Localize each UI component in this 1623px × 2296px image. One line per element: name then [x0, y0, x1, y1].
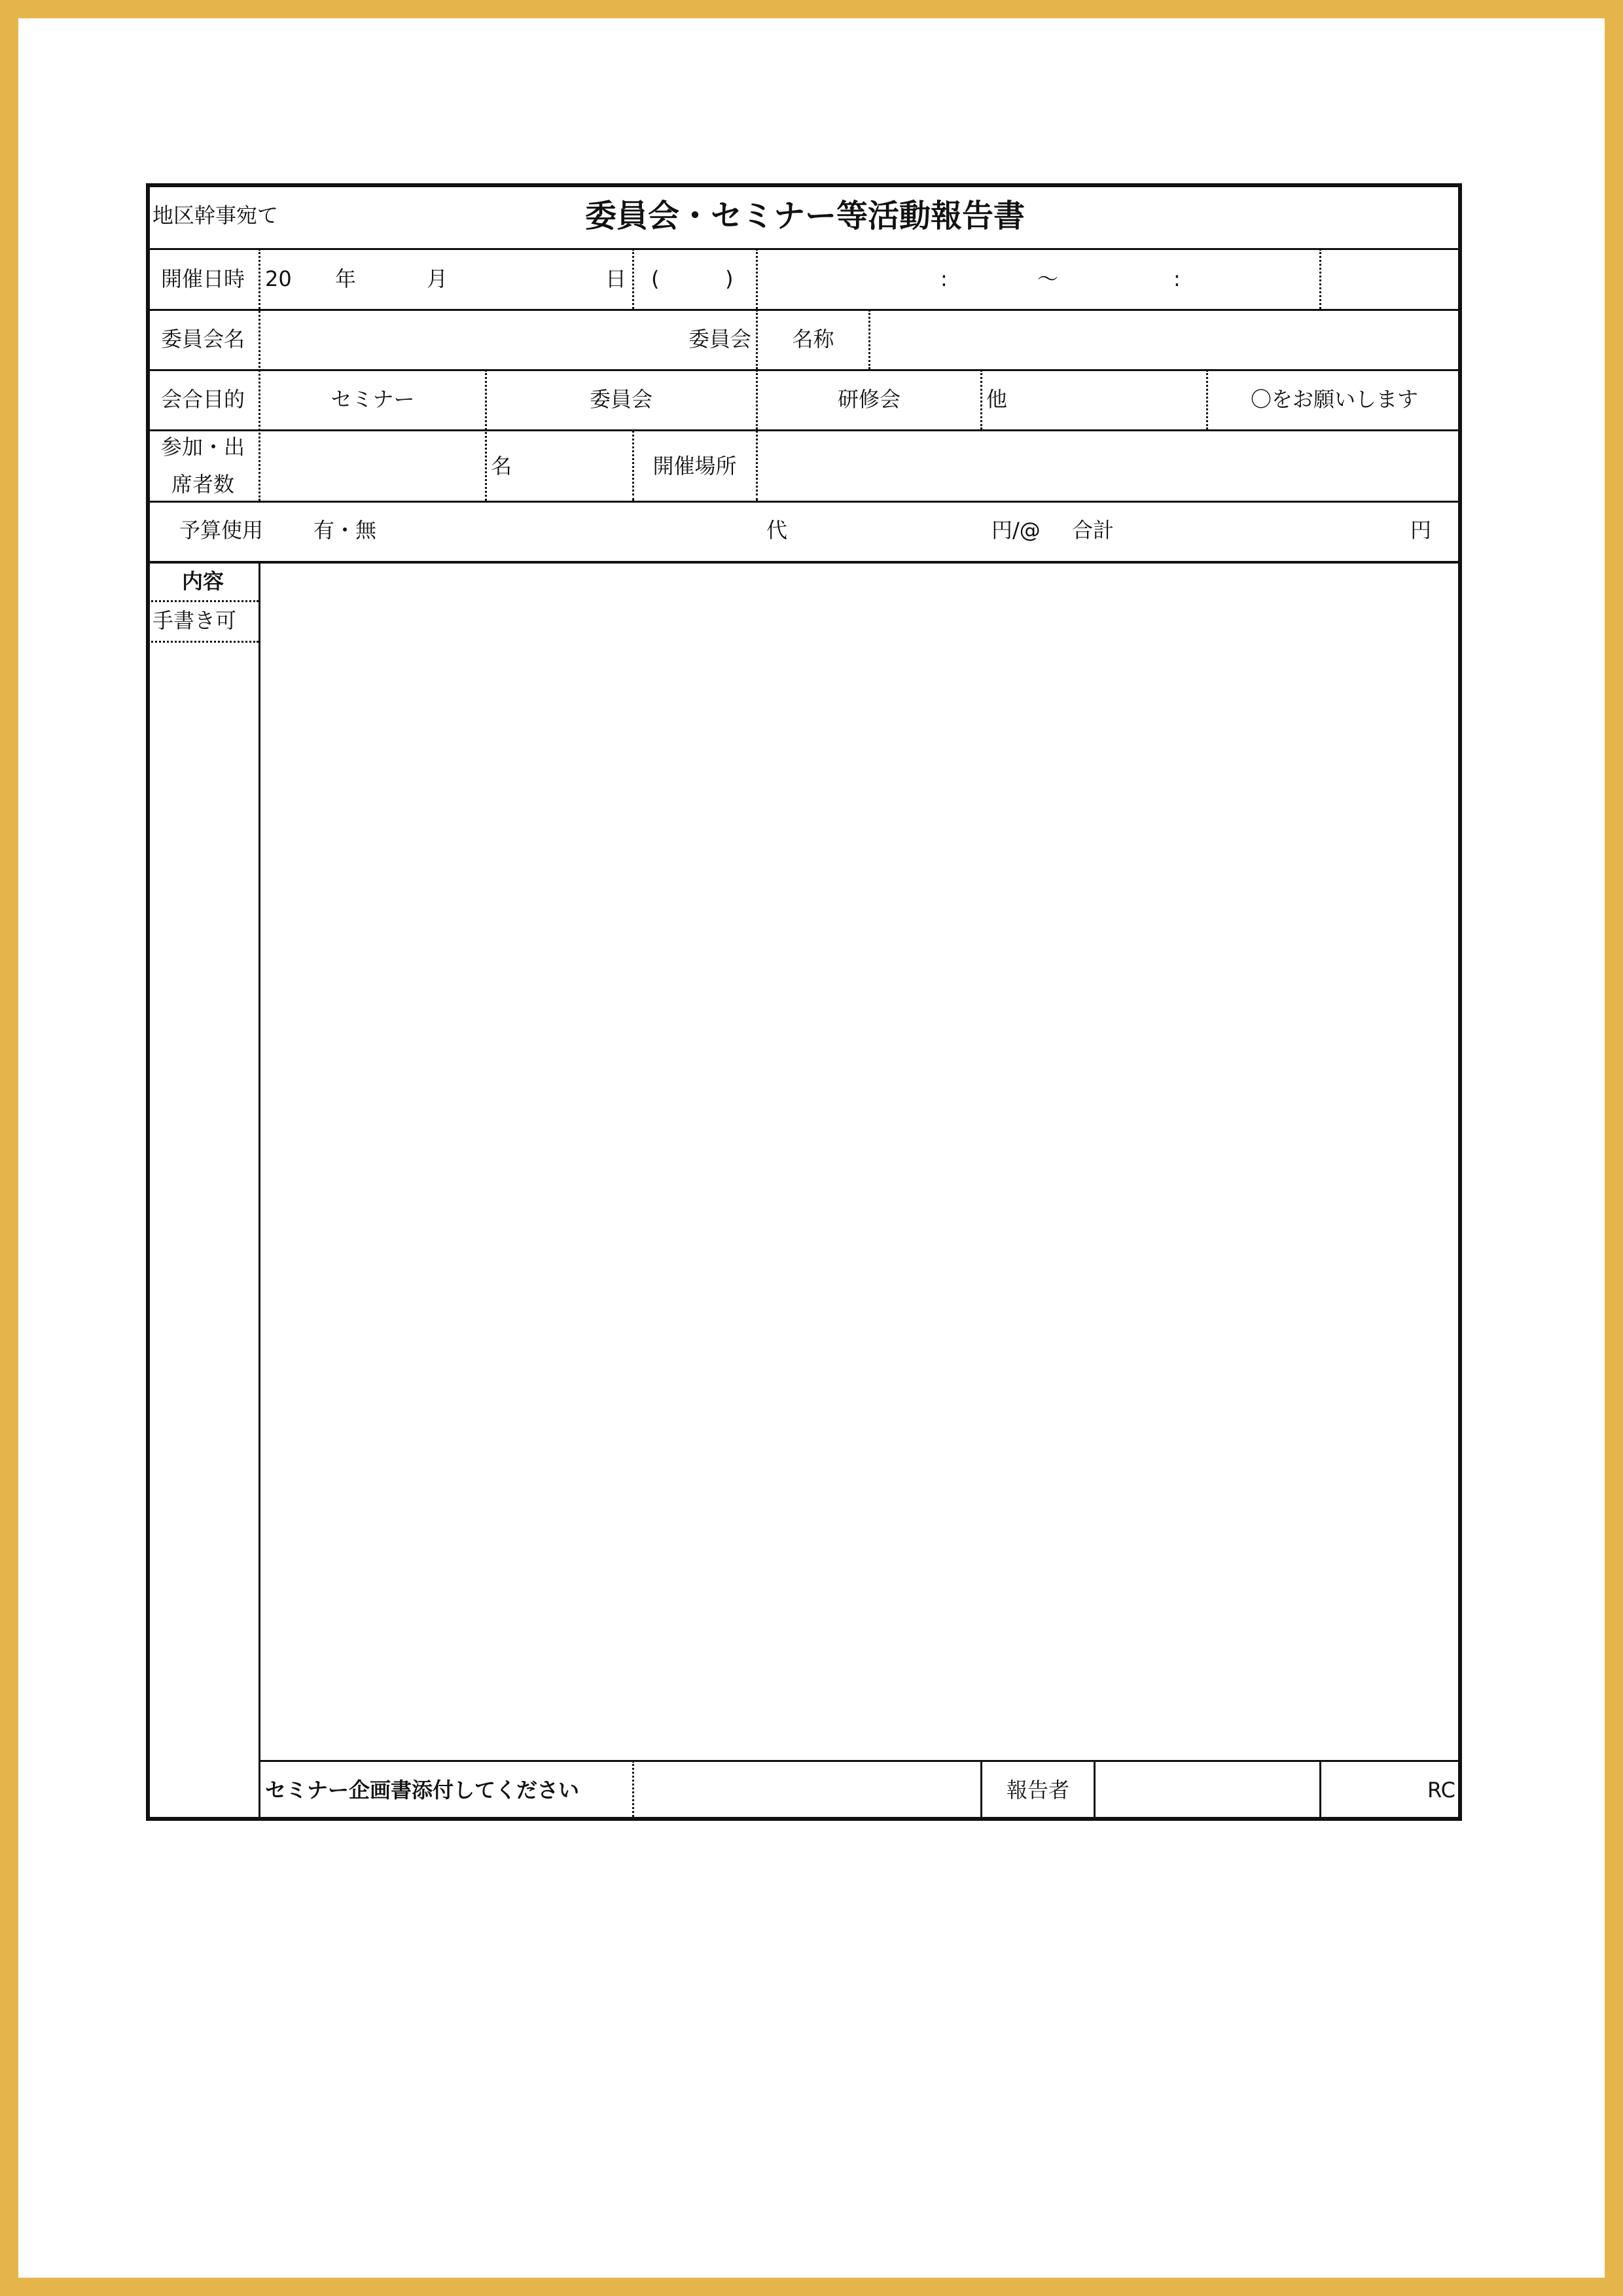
attendance-unit: 名: [491, 454, 512, 478]
cell-divider: [868, 310, 870, 369]
weekday-open: (: [651, 266, 660, 291]
purpose-instruction: 〇をお願いします: [1250, 387, 1418, 412]
purpose-option-training[interactable]: 研修会: [837, 387, 901, 412]
month-unit: 月: [427, 266, 448, 291]
content-text-area[interactable]: [262, 564, 1458, 1758]
row-divider: [259, 1760, 1462, 1762]
rc-label: RC: [1427, 1778, 1455, 1803]
year-prefix[interactable]: 20: [265, 266, 292, 291]
committee-title-field[interactable]: [872, 311, 1457, 367]
attachment-note: セミナー企画書添付してください: [265, 1778, 580, 1803]
budget-label: 予算使用: [179, 518, 264, 543]
name-label: 名称: [792, 327, 834, 351]
time-separator: :: [940, 266, 948, 291]
addressee-label: 地区幹事宛て: [152, 203, 279, 228]
committee-suffix: 委員会: [688, 327, 751, 351]
purpose-label: 会合目的: [160, 387, 245, 412]
content-label: 内容: [181, 569, 224, 594]
date-label: 開催日時: [160, 266, 245, 291]
budget-total-label: 合計: [1072, 518, 1115, 543]
attendance-label-line1: 参加・出: [160, 435, 245, 459]
row-divider: [146, 369, 1462, 371]
cell-divider: [632, 249, 634, 309]
reporter-label: 報告者: [1006, 1778, 1069, 1803]
weekday-close: ): [725, 266, 734, 291]
handwriting-note: 手書き可: [152, 608, 237, 633]
cell-divider: [756, 430, 758, 501]
venue-label: 開催場所: [652, 454, 737, 478]
attendance-label-line2: 席者数: [171, 472, 234, 497]
cell-divider: [980, 370, 982, 429]
row-divider: [146, 248, 1462, 250]
cell-divider: [756, 249, 758, 309]
label-column-divider: [259, 249, 260, 501]
cell-divider: [632, 1761, 634, 1821]
cell-divider: [1319, 249, 1321, 309]
venue-field[interactable]: [759, 431, 1458, 499]
row-divider: [146, 561, 1462, 564]
row-divider: [146, 501, 1462, 503]
cell-divider: [1094, 1761, 1096, 1821]
purpose-option-seminar[interactable]: セミナー: [330, 387, 415, 412]
day-unit: 日: [605, 266, 627, 291]
cell-divider: [1319, 1761, 1321, 1821]
budget-fee-label: 代: [766, 518, 788, 543]
time-range-mark: 〜: [1037, 266, 1059, 291]
content-left-border: [259, 562, 260, 1821]
form-title: 委員会・セミナー等活動報告書: [584, 198, 1025, 234]
reporter-name-field[interactable]: [1097, 1763, 1317, 1818]
budget-yes-no[interactable]: 有・無: [313, 518, 377, 543]
content-label-divider: [148, 641, 259, 643]
time-separator: :: [1173, 266, 1181, 291]
purpose-option-committee[interactable]: 委員会: [589, 387, 652, 412]
budget-unit-price: 円/@: [991, 518, 1041, 543]
attendance-count-field[interactable]: [262, 431, 483, 499]
purpose-option-other[interactable]: 他: [986, 387, 1008, 412]
cell-divider: [756, 310, 758, 369]
year-unit: 年: [335, 266, 357, 291]
date-extra-field[interactable]: [1322, 250, 1458, 308]
budget-yen: 円: [1410, 518, 1432, 543]
content-label-divider: [148, 600, 259, 602]
committee-label: 委員会名: [160, 327, 245, 351]
committee-name-field[interactable]: [262, 311, 681, 367]
attachment-field[interactable]: [636, 1763, 978, 1818]
